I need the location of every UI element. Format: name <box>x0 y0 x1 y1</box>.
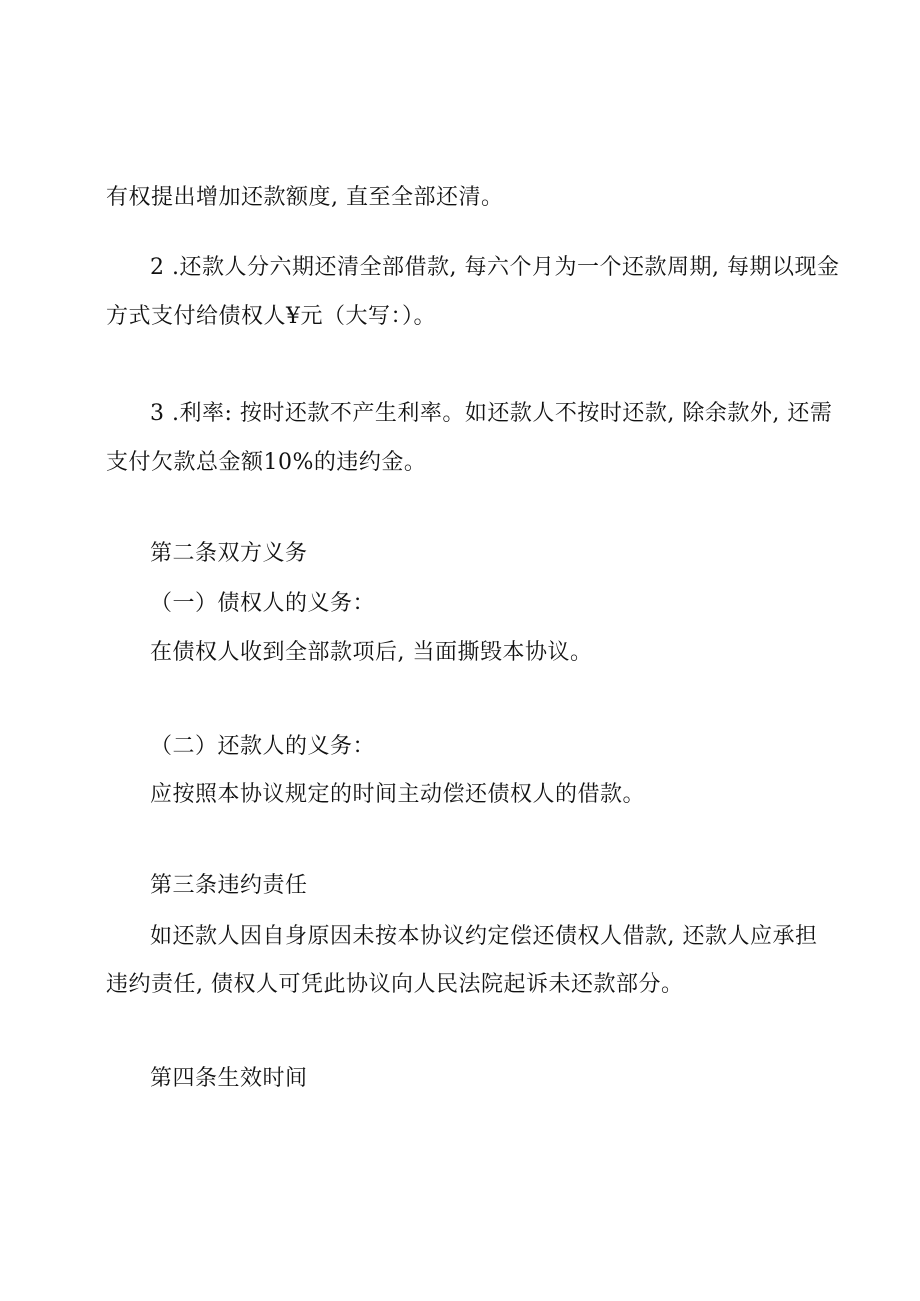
clause-3-line-1: 3 .利率: 按时还款不产生利率。如还款人不按时还款, 除余款外, 还需 <box>150 401 833 426</box>
article-4-heading: 第四条生效时间 <box>150 1066 308 1091</box>
creditor-obligations-heading: （一）债权人的义务： <box>150 591 376 616</box>
repayer-obligations-text: 应按照本协议规定的时间主动偿还债权人的借款。 <box>150 782 646 807</box>
clause-3-line-2: 支付欠款总金额10%的违约金。 <box>106 450 427 475</box>
clause-2-line-1: 2 .还款人分六期还清全部借款, 每六个月为一个还款周期, 每期以现金 <box>150 255 840 280</box>
article-2-heading: 第二条双方义务 <box>150 541 308 566</box>
article-3-line-1: 如还款人因自身原因未按本协议约定偿还债权人借款, 还款人应承担 <box>150 924 818 949</box>
article-3-line-2: 违约责任, 债权人可凭此协议向人民法院起诉未还款部分。 <box>106 972 684 997</box>
clause-2-line-2: 方式支付给债权人¥元（大写：）。 <box>106 304 436 329</box>
article-3-heading: 第三条违约责任 <box>150 873 308 898</box>
creditor-obligations-text: 在债权人收到全部款项后, 当面撕毁本协议。 <box>150 640 593 665</box>
paragraph-line-continuation: 有权提出增加还款额度, 直至全部还清。 <box>106 185 504 210</box>
repayer-obligations-heading: （二）还款人的义务： <box>150 734 376 759</box>
